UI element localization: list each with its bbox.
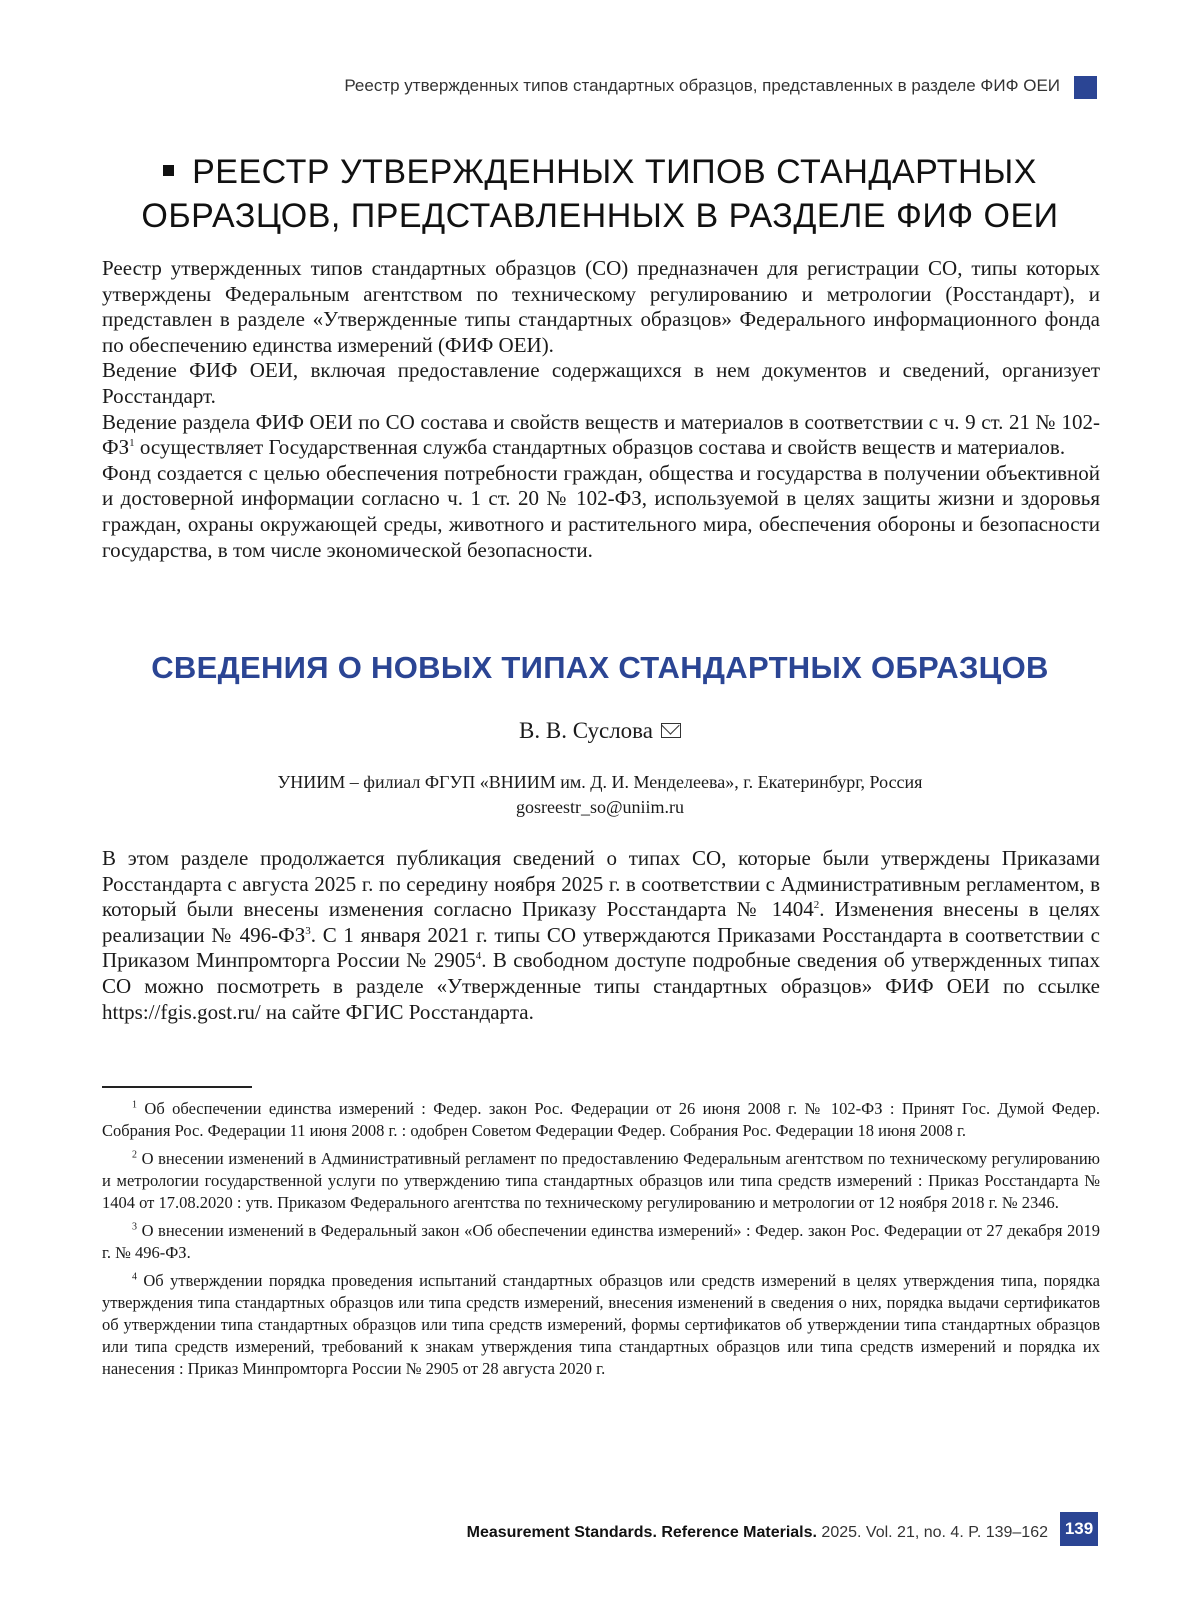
footnote xyxy=(102,1220,1100,1264)
footnote-number: 4 xyxy=(132,1271,137,1283)
footnote-ref-3[interactable]: 3 xyxy=(305,924,311,937)
section-title: СВЕДЕНИЯ О НОВЫХ ТИПАХ СТАНДАРТНЫХ ОБРАЗЦОВ xyxy=(151,650,1049,685)
footnotes xyxy=(102,1098,1100,1386)
footnote-ref-2[interactable]: 2 xyxy=(813,899,820,912)
footnote xyxy=(102,1098,1100,1142)
journal-name: Measurement Standards. Reference Materials. xyxy=(466,1524,817,1541)
footnote-number: 3 xyxy=(132,1221,137,1233)
section-text-2: . Изменения внесены в целях реализации № 496-ФЗ xyxy=(102,897,1100,947)
section-body xyxy=(102,846,1100,1025)
affiliation-block xyxy=(100,770,1100,820)
footnote-text: Об утверждении порядка проведения испытаний стандартных образцов или средств измерений в целях утверждения типа, порядка утверждения типа стандартных образцов или типа средств измерений, внесения изменений в сведения о них, порядка выдачи сертификатов об утверждении типа стандартных образцов или типа средств измерений, формы сертификатов об утверждении типа стандартных образцов или типа средств измерений, требований к знакам утверждения типа стандартных образцов или типа средств измерений и порядка их нанесения : Приказ Минпромторга России № 2905 от 28 августа 2020 г. xyxy=(102,1271,1100,1378)
intro-paragraph-1: Реестр утвержденных типов стандартных образцов (СО) предназначен для регистрации СО, типы которых утверждены Федеральным агентством по техническому регулированию и метрологии (Росстандарт), и представлен в разделе «Утвержденные типы стандартных образцов» Федерального информационного фонда по обеспечению единства измерений (ФИФ ОЕИ). xyxy=(102,256,1100,357)
journal-details: 2025. Vol. 21, no. 4. P. 139–162 xyxy=(821,1524,1048,1541)
page-number: 139 xyxy=(1060,1512,1098,1546)
footnote-text: Об обеспечении единства измерений : Федер. закон Рос. Федерации от 26 июня 2008 г. № 102-ФЗ : Принят Гос. Думой Федер. Собрания Рос. Федерации 11 июня 2008 г. : одобрен Советом Федерации Федер. Собрания Рос. Федерации 18 июня 2008 г. xyxy=(102,1099,1101,1140)
affiliation: УНИИМ – филиал ФГУП «ВНИИМ им. Д. И. Менделеева», г. Екатеринбург, Россия xyxy=(277,772,923,792)
header-accent-square xyxy=(1074,76,1097,99)
section-paragraph xyxy=(102,846,1100,1025)
intro-p3-text: Ведение раздела ФИФ ОЕИ по СО состава и свойств веществ и материалов в соответствии с ч. 9 ст. 21 № 102-ФЗ xyxy=(102,409,1100,460)
footnote-ref-1[interactable]: 1 xyxy=(129,437,135,450)
footnote xyxy=(102,1148,1100,1214)
intro-paragraph-2: Ведение ФИФ ОЕИ, включая предоставление содержащихся в нем документов и сведений, организует Росстандарт. xyxy=(102,358,1100,408)
title-bullet-icon xyxy=(163,165,174,176)
author-name: В. В. Суслова xyxy=(519,718,653,743)
author xyxy=(100,718,1100,744)
envelope-icon[interactable] xyxy=(661,723,681,738)
footnote-number: 1 xyxy=(132,1099,137,1111)
footnote-ref-4[interactable]: 4 xyxy=(475,950,482,963)
journal-citation xyxy=(380,1524,1048,1542)
intro-text xyxy=(102,256,1100,563)
footnote-text: О внесении изменений в Федеральный закон «Об обеспечении единства измерений» : Федер. закон Рос. Федерации от 27 декабря 2019 г. № 496-ФЗ. xyxy=(102,1221,1101,1262)
section-text-1: В этом разделе продолжается публикация сведений о типах СО, которые были утверждены Приказами Росстандарта с августа 2025 г. по середину ноября 2025 г. в соответствии с Административным регламентом, в который были внесены изменения согласно Приказу Росстандарта № 1404 xyxy=(102,846,1100,922)
main-title xyxy=(100,150,1100,238)
main-title-line1: РЕЕСТР УТВЕРЖДЕННЫХ ТИПОВ СТАНДАРТНЫХ xyxy=(192,153,1037,191)
section-text-4: . В свободном доступе подробные сведения об утвержденных типах СО можно посмотреть в разделе «Утвержденные типы стандартных образцов» ФИФ ОЕИ по ссылке https://fgis.gost.ru/ на сайте ФГИС Росстандарта. xyxy=(102,948,1100,1024)
running-header: Реестр утвержденных типов стандартных образцов, представленных в разделе ФИФ ОЕИ xyxy=(344,76,1060,95)
intro-p3-text-end: осуществляет Государственная служба стандартных образцов состава и свойств веществ и материалов. xyxy=(134,435,1066,460)
main-title-line2: ОБРАЗЦОВ, ПРЕДСТАВЛЕННЫХ В РАЗДЕЛЕ ФИФ ОЕИ xyxy=(141,197,1059,235)
footnote-divider xyxy=(102,1086,252,1088)
email-link[interactable]: gosreestr_so@uniim.ru xyxy=(515,797,685,817)
intro-paragraph-3 xyxy=(102,410,1100,461)
footnote-number: 2 xyxy=(132,1149,137,1161)
section-text-3: . С 1 января 2021 г. типы СО утверждаются Приказами Росстандарта в соответствии с Приказом Минпромторга России № 2905 xyxy=(102,922,1100,973)
intro-paragraph-4: Фонд создается с целью обеспечения потребности граждан, общества и государства в получении объективной и достоверной информации согласно ч. 1 ст. 20 № 102-ФЗ, используемой в целях защиты жизни и здоровья граждан, охраны окружающей среды, животного и растительного мира, обеспечения обороны и безопасности государства, в том числе экономической безопасности. xyxy=(102,460,1100,562)
footnote-text: О внесении изменений в Административный регламент по предоставлению Федеральным агентством по техническому регулированию и метрологии государственной услуги по утверждению типа стандартных образцов или типа средств измерений : Приказ Росстандарта № 1404 от 17.08.2020 : утв. Приказом Федерального агентства по техническому регулированию и метрологии от 12 ноября 2018 г. № 2346. xyxy=(102,1149,1100,1212)
footnote xyxy=(102,1270,1100,1380)
